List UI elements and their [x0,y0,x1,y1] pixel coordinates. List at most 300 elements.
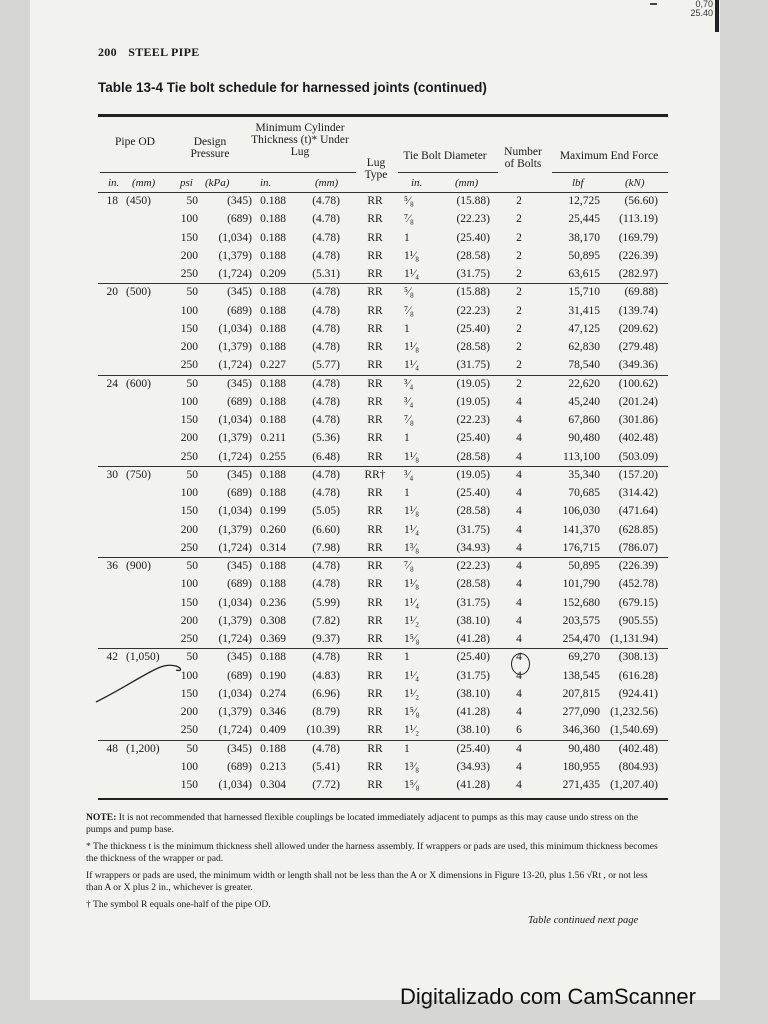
cell-psi: 250 [180,724,198,737]
cell-force-lbf: 63,615 [568,268,600,280]
group-divider [98,557,668,558]
cell-lug-type: RR [367,505,383,518]
cell-num-bolts: 4 [516,541,522,554]
cell-force-kn: (616.28) [618,669,658,682]
cell-thick-in: 0.188 [260,195,286,207]
cell-force-lbf: 50,895 [568,560,600,572]
cell-thick-mm: (5.99) [312,596,340,609]
cell-thick-in: 0.188 [260,377,286,390]
cell-kpa: (1,034) [218,231,252,244]
cell-psi: 150 [180,505,198,518]
unit-label: lbf [572,177,584,189]
cell-bolt-mm: (28.58) [456,578,490,591]
cell-force-kn: (139.74) [618,304,658,317]
cell-psi: 100 [180,304,198,317]
col-header-pipe-od: Pipe OD [115,136,155,148]
unit-label: in. [411,177,423,189]
cell-od-mm: (1,050) [126,651,160,664]
page-number: 200 [98,45,117,59]
cell-thick-in: 0.274 [260,687,286,700]
cell-force-kn: (209.62) [618,322,658,335]
cell-od-in: 42 [106,651,118,664]
cell-lug-type: RR [367,487,383,499]
cell-bolt-mm: (34.93) [456,541,490,554]
cell-kpa: (689) [227,304,252,317]
cell-force-kn: (113.19) [619,213,658,226]
cell-thick-mm: (4.78) [312,249,340,262]
cell-force-lbf: 38,170 [568,231,600,244]
cell-num-bolts: 2 [516,286,522,299]
cell-bolt-mm: (25.40) [456,742,490,755]
cell-bolt-mm: (25.40) [456,231,490,244]
cell-thick-in: 0.188 [260,651,286,664]
cell-kpa: (345) [227,195,252,207]
cell-bolt-in: 1³⁄₈ [404,541,420,554]
cell-bolt-mm: (41.28) [456,633,490,645]
cell-thick-mm: (4.78) [312,487,340,499]
cell-force-lbf: 35,340 [568,468,600,481]
cell-force-kn: (69.88) [624,286,658,299]
cell-lug-type: RR [367,304,383,317]
cell-thick-mm: (4.78) [312,578,340,591]
cell-lug-type: RR [367,414,383,426]
cell-bolt-in: ⁵⁄₈ [404,286,414,299]
cell-num-bolts: 4 [516,432,522,445]
cell-bolt-in: 1¹⁄₈ [404,578,420,591]
unit-label: (mm) [455,177,479,189]
cell-thick-mm: (4.78) [312,304,340,317]
cell-num-bolts: 4 [516,706,522,718]
cell-num-bolts: 4 [516,669,522,682]
cell-psi: 150 [180,687,198,700]
cell-force-kn: (157.20) [618,468,658,481]
cell-bolt-in: 1 [404,651,410,664]
cell-force-kn: (169.79) [618,231,658,244]
cell-kpa: (1,379) [218,432,252,445]
cell-psi: 50 [186,195,198,207]
cell-kpa: (689) [227,487,252,499]
cell-bolt-in: 1³⁄₈ [404,760,420,773]
cell-thick-in: 0.188 [260,468,286,481]
cell-psi: 200 [180,614,198,627]
cell-psi: 200 [180,523,198,536]
corner-text-line: 0,70 [695,0,713,9]
unit-label: (mm) [315,177,339,189]
cell-bolt-mm: (31.75) [456,268,490,280]
unit-label: (kN) [625,177,645,189]
cell-thick-mm: (4.78) [312,231,340,244]
cell-thick-in: 0.209 [260,268,286,280]
cell-num-bolts: 4 [516,742,522,755]
cell-thick-in: 0.369 [260,633,286,645]
cell-bolt-mm: (22.23) [456,414,490,426]
cell-bolt-in: ⁷⁄₈ [404,304,414,317]
table-note: NOTE: It is not recommended that harnessed flexible couplings be located immediately adjacent to pumps as this may cause undo stress on the pumps and pump base. [86,812,639,835]
cell-num-bolts: 2 [516,341,522,353]
cell-bolt-mm: (19.05) [456,377,490,390]
cell-kpa: (689) [227,669,252,682]
cell-lug-type: RR [367,633,383,645]
cell-kpa: (1,034) [218,596,252,609]
cell-num-bolts: 2 [516,359,522,372]
cell-kpa: (1,724) [218,450,252,463]
symbol-note: † The symbol R equals one-half of the pipe OD. [86,899,271,910]
group-divider [98,283,668,284]
cell-bolt-in: 1⁵⁄₈ [404,779,420,791]
cell-bolt-mm: (38.10) [456,687,490,700]
cell-lug-type: RR [367,779,383,791]
cell-kpa: (1,724) [218,268,252,280]
cell-bolt-mm: (25.40) [456,651,490,664]
cell-psi: 100 [180,669,198,682]
cell-thick-in: 0.188 [260,341,286,353]
cell-bolt-mm: (31.75) [456,596,490,609]
cell-force-lbf: 141,370 [562,523,600,536]
cell-force-lbf: 113,100 [563,450,600,463]
cell-psi: 50 [186,286,198,299]
unit-label: (kPa) [205,177,230,189]
cell-force-lbf: 70,685 [568,487,600,499]
cell-lug-type: RR [367,286,383,299]
cell-kpa: (1,379) [218,523,252,536]
cell-thick-mm: (7.98) [312,541,340,554]
cell-psi: 150 [180,596,198,609]
cell-bolt-in: ³⁄₄ [404,395,414,408]
cell-num-bolts: 4 [516,779,522,791]
cell-thick-mm: (6.96) [312,687,340,700]
cell-thick-in: 0.188 [260,578,286,591]
cell-thick-in: 0.188 [260,560,286,572]
cell-lug-type: RR [367,231,383,244]
cell-num-bolts: 2 [516,322,522,335]
cell-bolt-in: 1¹⁄₄ [404,523,420,536]
cell-force-kn: (100.62) [618,377,658,390]
cell-bolt-in: 1¹⁄₄ [404,359,420,372]
col-header-min-thickness: Minimum Cylinder Thickness (t)* Under Lug [251,122,349,158]
cell-kpa: (345) [227,651,252,664]
cell-thick-in: 0.236 [260,596,286,609]
cell-lug-type: RR [367,541,383,554]
cell-lug-type: RR [367,724,383,737]
cell-num-bolts: 2 [516,304,522,317]
cell-thick-mm: (6.48) [312,450,340,463]
cell-force-lbf: 90,480 [568,432,600,445]
cell-thick-mm: (5.31) [312,268,340,280]
continued-label: Table continued next page [528,915,639,926]
cell-bolt-mm: (31.75) [456,359,490,372]
cell-kpa: (1,724) [218,359,252,372]
unit-label: in. [260,177,272,189]
cell-num-bolts: 2 [516,195,522,207]
cell-thick-in: 0.304 [260,779,286,791]
cell-kpa: (1,724) [218,633,252,645]
cell-bolt-in: 1¹⁄₂ [404,687,420,700]
cell-bolt-mm: (38.10) [456,724,490,737]
cell-force-kn: (679.15) [618,596,658,609]
cell-kpa: (1,379) [218,341,252,353]
cell-kpa: (1,379) [218,706,252,718]
col-header-design-pressure: Design Pressure [190,136,230,160]
cell-kpa: (345) [227,468,252,481]
cell-lug-type: RR [367,669,383,682]
cell-psi: 50 [186,560,198,572]
cell-psi: 150 [180,322,198,335]
cell-od-mm: (500) [126,286,151,299]
cell-psi: 200 [180,706,198,718]
cell-force-lbf: 203,575 [562,614,600,627]
group-divider [98,740,668,741]
cell-thick-in: 0.188 [260,322,286,335]
cell-bolt-in: 1 [404,742,410,755]
cell-num-bolts: 2 [516,377,522,390]
cell-lug-type: RR [367,614,383,627]
cell-bolt-in: 1 [404,432,410,445]
cell-kpa: (689) [227,578,252,591]
cell-force-lbf: 69,270 [568,651,600,664]
cell-thick-mm: (4.78) [312,341,340,353]
cell-lug-type: RR [367,760,383,773]
cell-lug-type: RR [367,213,383,226]
cell-kpa: (345) [227,742,252,755]
cell-thick-mm: (4.78) [312,213,340,226]
cell-thick-mm: (4.78) [312,560,340,572]
cell-thick-in: 0.255 [260,450,286,463]
cell-thick-mm: (5.77) [312,359,340,372]
unit-label: in. [108,177,120,189]
cell-bolt-in: ³⁄₄ [404,377,414,390]
cell-num-bolts: 4 [516,687,522,700]
cell-force-kn: (786.07) [618,541,658,554]
cell-force-kn: (282.97) [618,268,658,280]
cell-force-lbf: 138,545 [562,669,600,682]
cell-lug-type: RR [367,742,383,755]
cell-bolt-in: 1 [404,322,410,335]
cell-num-bolts: 4 [516,651,522,664]
cell-psi: 50 [186,651,198,664]
cell-bolt-in: ⁷⁄₈ [404,560,414,572]
cell-psi: 250 [180,359,198,372]
cell-psi: 250 [180,633,198,645]
cell-thick-in: 0.213 [260,760,286,773]
cell-kpa: (345) [227,377,252,390]
cell-thick-in: 0.199 [260,505,286,518]
cell-thick-mm: (10.39) [306,724,340,737]
cell-od-mm: (900) [126,560,151,572]
cell-lug-type: RR [367,249,383,262]
cell-thick-mm: (4.78) [312,414,340,426]
cell-psi: 200 [180,432,198,445]
cell-thick-mm: (5.41) [312,760,340,773]
cell-psi: 100 [180,487,198,499]
cell-od-mm: (450) [126,195,151,207]
cell-bolt-in: 1¹⁄₈ [404,341,420,353]
cell-lug-type: RR [367,377,383,390]
cell-lug-type: RR [367,523,383,536]
cell-force-kn: (905.55) [618,614,658,627]
cell-thick-in: 0.409 [260,724,286,737]
cell-bolt-mm: (19.05) [456,395,490,408]
cell-bolt-in: ⁷⁄₈ [404,414,414,426]
cell-force-lbf: 106,030 [562,505,600,518]
cell-bolt-mm: (22.23) [456,560,490,572]
cell-od-in: 18 [106,195,118,207]
cell-bolt-in: 1¹⁄₈ [404,505,420,518]
cell-lug-type: RR [367,395,383,408]
cell-thick-in: 0.314 [260,541,286,554]
cell-force-lbf: 45,240 [568,395,600,408]
cell-psi: 50 [186,377,198,390]
cell-force-kn: (1,207.40) [610,779,658,791]
cell-bolt-mm: (31.75) [456,523,490,536]
corner-text-line: 25.40 [690,8,713,18]
unit-label: psi [180,177,193,189]
cell-lug-type: RR [367,450,383,463]
cell-num-bolts: 2 [516,213,522,226]
cell-lug-type: RR [367,432,383,445]
cell-bolt-in: 1¹⁄₈ [404,450,420,463]
cell-thick-in: 0.188 [260,249,286,262]
cell-force-lbf: 176,715 [562,541,600,554]
col-header-tie-bolt: Tie Bolt Diameter [403,150,487,162]
cell-force-kn: (804.93) [618,760,658,773]
cell-force-lbf: 31,415 [568,304,600,317]
cell-kpa: (689) [227,395,252,408]
cell-force-lbf: 346,360 [562,724,600,737]
cell-force-kn: (402.48) [618,742,658,755]
cell-bolt-in: 1¹⁄₄ [404,596,420,609]
cell-bolt-mm: (15.88) [456,286,490,299]
cell-num-bolts: 4 [516,578,522,591]
wrappers-note: If wrappers or pads are used, the minimum width or length shall not be less than the A or X dimensions in Figure 13-20, plus 1.56 √Rt , or not less than A or X plus 2 in., whichever is greater. [86,870,648,893]
cell-lug-type: RR [367,560,383,572]
cell-kpa: (689) [227,760,252,773]
cell-thick-mm: (4.78) [312,395,340,408]
cell-thick-in: 0.188 [260,742,286,755]
cell-num-bolts: 4 [516,505,522,518]
cell-force-kn: (924.41) [618,687,658,700]
cell-thick-mm: (8.79) [312,706,340,718]
cell-psi: 250 [180,541,198,554]
cell-force-lbf: 152,680 [562,596,600,609]
cell-force-lbf: 50,895 [568,249,600,262]
cell-psi: 50 [186,742,198,755]
cell-bolt-in: ⁷⁄₈ [404,213,414,226]
cell-psi: 200 [180,249,198,262]
handwritten-circle [511,653,530,675]
cell-od-in: 48 [106,742,118,755]
cell-force-lbf: 254,470 [562,633,600,645]
cell-thick-in: 0.188 [260,231,286,244]
cell-num-bolts: 4 [516,487,522,499]
cell-od-in: 30 [106,468,118,481]
cell-thick-mm: (4.78) [312,651,340,664]
cell-thick-in: 0.188 [260,286,286,299]
cell-num-bolts: 4 [516,450,522,463]
cell-kpa: (1,034) [218,505,252,518]
cell-bolt-mm: (25.40) [456,487,490,499]
col-header-lug-type: Lug Type [364,157,388,181]
cell-thick-in: 0.346 [260,706,286,718]
cell-psi: 250 [180,450,198,463]
cell-thick-mm: (5.05) [312,505,340,518]
cell-bolt-in: 1 [404,487,410,499]
cell-force-lbf: 271,435 [562,779,600,791]
cell-kpa: (1,379) [218,249,252,262]
cell-force-lbf: 22,620 [568,377,600,390]
cell-kpa: (1,379) [218,614,252,627]
cell-bolt-mm: (34.93) [456,760,490,773]
cell-od-in: 36 [106,560,118,572]
cell-num-bolts: 2 [516,249,522,262]
unit-label: (mm) [132,177,156,189]
cell-force-kn: (56.60) [624,195,658,207]
scanner-watermark: Digitalizado com CamScanner [400,984,696,1009]
table-bottom-rule [98,798,668,800]
cell-num-bolts: 2 [516,268,522,280]
cell-psi: 100 [180,213,198,226]
cell-psi: 150 [180,779,198,791]
cell-force-lbf: 15,710 [568,286,600,299]
cell-bolt-mm: (19.05) [456,468,490,481]
cell-thick-in: 0.190 [260,669,286,682]
cell-force-lbf: 180,955 [562,760,600,773]
cell-bolt-mm: (15.88) [456,195,490,207]
cell-num-bolts: 2 [516,231,522,244]
cell-lug-type: RR [367,359,383,372]
cell-bolt-mm: (25.40) [456,432,490,445]
cell-kpa: (1,034) [218,779,252,791]
cell-force-kn: (301.86) [618,414,658,426]
thickness-note: * The thickness t is the minimum thickness shell allowed under the harness assembly. If wrappers or pads are used, this minimum thickness becomes the thickness of the wrapper or pad. [86,841,658,864]
cell-kpa: (1,724) [218,724,252,737]
cell-thick-in: 0.188 [260,213,286,226]
cell-force-kn: (1,232.56) [610,706,658,718]
cell-kpa: (1,034) [218,414,252,426]
cell-force-lbf: 101,790 [562,578,600,591]
cell-bolt-mm: (41.28) [456,779,490,791]
cell-thick-mm: (5.36) [312,432,340,445]
cell-force-lbf: 277,090 [562,706,600,718]
cell-kpa: (345) [227,286,252,299]
cell-bolt-in: ⁵⁄₈ [404,195,414,207]
cell-lug-type: RR [367,341,383,353]
cell-lug-type: RR [367,578,383,591]
cell-bolt-in: 1¹⁄₄ [404,669,420,682]
cell-bolt-mm: (25.40) [456,322,490,335]
cell-kpa: (689) [227,213,252,226]
cell-lug-type: RR [367,596,383,609]
cell-thick-mm: (4.78) [312,377,340,390]
cell-bolt-in: 1⁵⁄₈ [404,633,420,645]
cell-thick-in: 0.308 [260,614,286,627]
cell-bolt-in: 1 [404,231,410,244]
cell-thick-in: 0.188 [260,395,286,408]
running-title: STEEL PIPE [128,45,200,59]
cell-thick-in: 0.260 [260,523,286,536]
cell-force-kn: (226.39) [618,560,658,572]
cell-force-lbf: 78,540 [568,359,600,372]
cell-kpa: (1,724) [218,541,252,554]
cell-bolt-mm: (28.58) [456,450,490,463]
cell-num-bolts: 4 [516,596,522,609]
cell-force-lbf: 67,860 [568,414,600,426]
cell-num-bolts: 4 [516,523,522,536]
cell-num-bolts: 4 [516,560,522,572]
cell-force-kn: (471.64) [618,505,658,518]
cell-thick-mm: (7.72) [312,779,340,791]
cell-num-bolts: 4 [516,614,522,627]
cell-force-lbf: 12,725 [568,195,600,207]
